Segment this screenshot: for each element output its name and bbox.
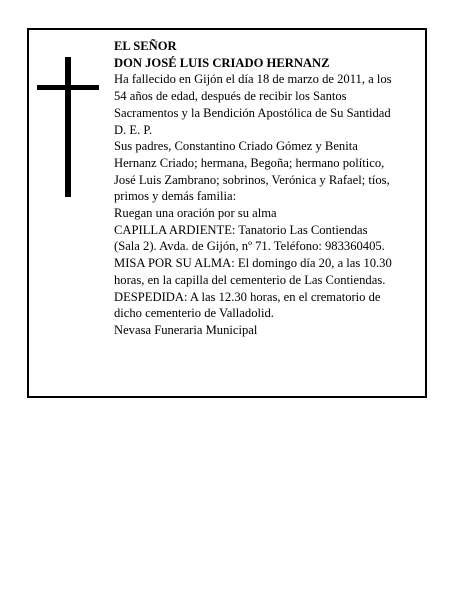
obituary-line: MISA POR SU ALMA: El domingo día 20, a las 10.30 — [114, 256, 392, 271]
obituary-text — [114, 38, 420, 339]
obituary-line: horas, en la capilla del cementerio de Las Contiendas. — [114, 272, 386, 287]
obituary-line: primos y demás familia: — [114, 189, 237, 204]
obituary-line: Sus padres, Constantino Criado Gómez y Benita — [114, 139, 358, 154]
obituary-line: Hernanz Criado; hermana, Begoña; hermano político, — [114, 155, 385, 170]
obituary-line: (Sala 2). Avda. de Gijón, nº 71. Teléfono: 983360405. — [114, 239, 385, 254]
obituary-line: dicho cementerio de Valladolid. — [114, 306, 274, 321]
obituary-line: Ruegan una oración por su alma — [114, 206, 277, 221]
obituary-line: José Luis Zambrano; sobrinos, Verónica y Rafael; tíos, — [114, 172, 390, 187]
obituary-line: Sacramentos y la Bendición Apostólica de Su Santidad — [114, 105, 391, 120]
cross-horizontal-bar — [37, 85, 99, 90]
obituary-heading: EL SEÑOR — [114, 39, 177, 53]
obituary-line: CAPILLA ARDIENTE: Tanatorio Las Contiendas — [114, 222, 368, 237]
cross-vertical-bar — [65, 57, 71, 197]
obituary-line: 54 años de edad, después de recibir los Santos — [114, 89, 347, 104]
obituary-line: Ha fallecido en Gijón el día 18 de marzo de 2011, a los — [114, 72, 392, 87]
obituary-line: DESPEDIDA: A las 12.30 horas, en el crematorio de — [114, 289, 381, 304]
deceased-name: DON JOSÉ LUIS CRIADO HERNANZ — [114, 55, 330, 70]
obituary-line: D. E. P. — [114, 122, 153, 137]
obituary-line: Nevasa Funeraria Municipal — [114, 322, 258, 337]
